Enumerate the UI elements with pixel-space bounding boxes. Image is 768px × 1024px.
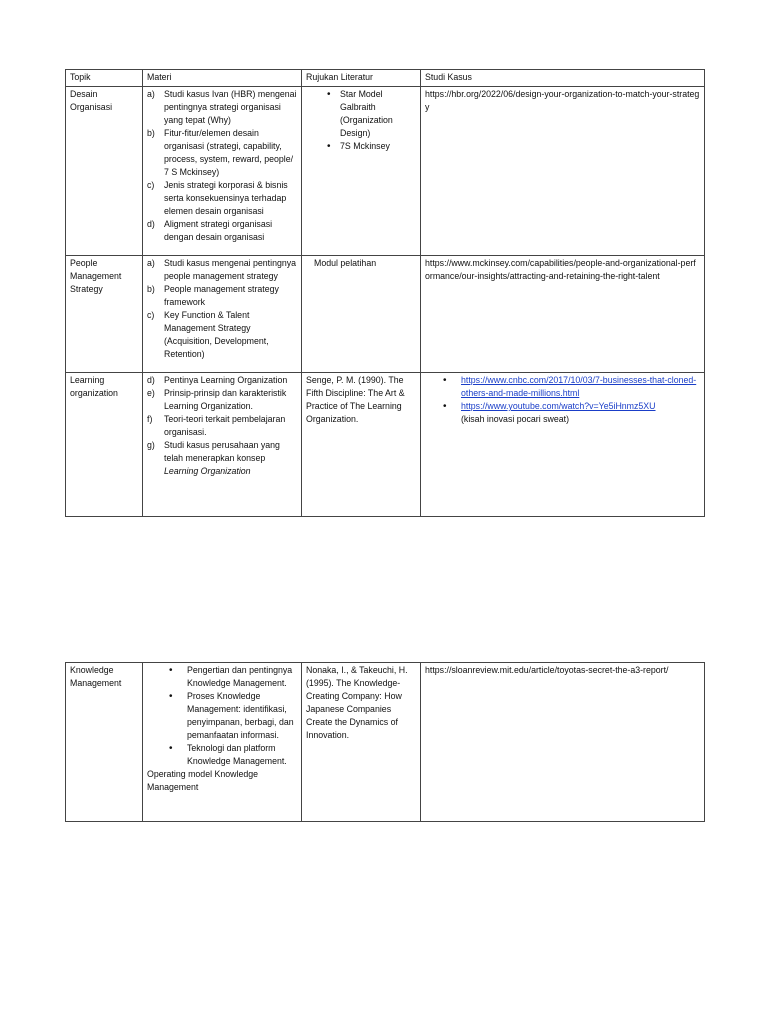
header-rujukan: Rujukan Literatur — [302, 70, 421, 87]
list-marker: a) — [147, 89, 155, 99]
topik-cell: Learning organization — [66, 373, 143, 517]
list-item — [147, 387, 297, 413]
list-marker: a) — [147, 258, 155, 268]
table-row — [66, 256, 705, 373]
list-item — [147, 218, 297, 244]
list-item — [147, 283, 297, 309]
list-marker: c) — [147, 180, 155, 190]
rujukan-cell — [302, 87, 421, 256]
list-text: Prinsip-prinsip dan karakteristik Learning Organization. — [164, 388, 287, 411]
link-note: (kisah inovasi pocari sweat) — [461, 414, 570, 424]
list-marker: e) — [147, 388, 155, 398]
studi-kasus-cell: https://sloanreview.mit.edu/article/toyotas-secret-the-a3-report/ — [421, 663, 705, 822]
table-row — [66, 663, 705, 822]
list-item: • Star Model Galbraith (Organization Design) — [306, 88, 416, 140]
list-text: Pentinya Learning Organization — [164, 375, 288, 385]
list-marker: f) — [147, 414, 153, 424]
rujukan-cell: Nonaka, I., & Takeuchi, H. (1995). The Knowledge-Creating Company: How Japanese Companies Create the Dynamics of Innovation. — [302, 663, 421, 822]
list-text: Jenis strategi korporasi & bisnis serta konsekuensinya terhadap elemen desain organisasi — [164, 180, 288, 216]
materi-cell — [143, 373, 302, 517]
table-row — [66, 373, 705, 517]
table-header-row — [66, 70, 705, 87]
list-text-italic: Learning Organization — [164, 466, 251, 476]
topik-cell: Knowledge Management — [66, 663, 143, 822]
list-text: Studi kasus Ivan (HBR) mengenai pentingnya strategi organisasi yang tepat (Why) — [164, 89, 297, 125]
materi-cell — [143, 256, 302, 373]
studi-kasus-cell: https://hbr.org/2022/06/design-your-organization-to-match-your-strategy — [421, 87, 705, 256]
curriculum-table — [65, 69, 705, 517]
rujukan-text: Modul pelatihan — [314, 258, 377, 268]
list-text: People management strategy framework — [164, 284, 279, 307]
list-marker: b) — [147, 128, 155, 138]
list-item — [147, 309, 297, 361]
list-text: Aligment strategi organisasi dengan desain organisasi — [164, 219, 273, 242]
list-text: Teori-teori terkait pembelajaran organisasi. — [164, 414, 286, 437]
list-marker: g) — [147, 440, 155, 450]
list-item — [147, 413, 297, 439]
knowledge-management-table — [65, 662, 705, 822]
list-item: • 7S Mckinsey — [306, 140, 416, 153]
rujukan-cell: Senge, P. M. (1990). The Fifth Discipline: The Art & Practice of The Learning Organization. — [302, 373, 421, 517]
table-row — [66, 87, 705, 256]
list-marker: d) — [147, 375, 155, 385]
extra-text: Operating model Knowledge Management — [147, 769, 259, 792]
studi-kasus-cell: https://www.mckinsey.com/capabilities/people-and-organizational-performance/our-insights/attracting-and-retaining-the-right-talent — [421, 256, 705, 373]
list-item — [147, 179, 297, 218]
list-marker: d) — [147, 219, 155, 229]
list-text: Fitur-fitur/elemen desain organisasi (strategi, capability, process, system, reward, people/ 7 S Mckinsey) — [164, 128, 294, 177]
youtube-link[interactable]: https://www.youtube.com/watch?v=Ye5iHnmz5XU — [461, 401, 656, 411]
list-text: Key Function & Talent Management Strategy (Acquisition, Development, Retention) — [164, 310, 269, 359]
list-text: Studi kasus mengenai pentingnya people management strategy — [164, 258, 297, 281]
topik-cell: People Management Strategy — [66, 256, 143, 373]
topik-cell: Desain Organisasi — [66, 87, 143, 256]
studi-kasus-cell — [421, 373, 705, 517]
list-text: Studi kasus perusahaan yang telah menerapkan konsep — [164, 440, 280, 463]
list-item — [425, 374, 700, 400]
header-studi-kasus: Studi Kasus — [421, 70, 705, 87]
list-item — [147, 439, 297, 478]
list-item — [147, 127, 297, 179]
list-item — [147, 88, 297, 127]
header-topik: Topik — [66, 70, 143, 87]
header-materi: Materi — [143, 70, 302, 87]
list-item — [147, 257, 297, 283]
list-item — [425, 400, 700, 426]
materi-cell — [143, 87, 302, 256]
list-item: • Pengertian dan pentingnya Knowledge Management. — [147, 664, 297, 690]
list-marker: c) — [147, 310, 155, 320]
rujukan-cell — [302, 256, 421, 373]
materi-cell — [143, 663, 302, 822]
list-item: • Teknologi dan platform Knowledge Management. — [147, 742, 297, 768]
list-item: • Proses Knowledge Management: identifikasi, penyimpanan, berbagi, dan pemanfaatan informasi. — [147, 690, 297, 742]
list-marker: b) — [147, 284, 155, 294]
list-item — [147, 374, 297, 387]
cnbc-link[interactable]: https://www.cnbc.com/2017/10/03/7-businesses-that-cloned-others-and-made-millions.html — [461, 375, 697, 398]
